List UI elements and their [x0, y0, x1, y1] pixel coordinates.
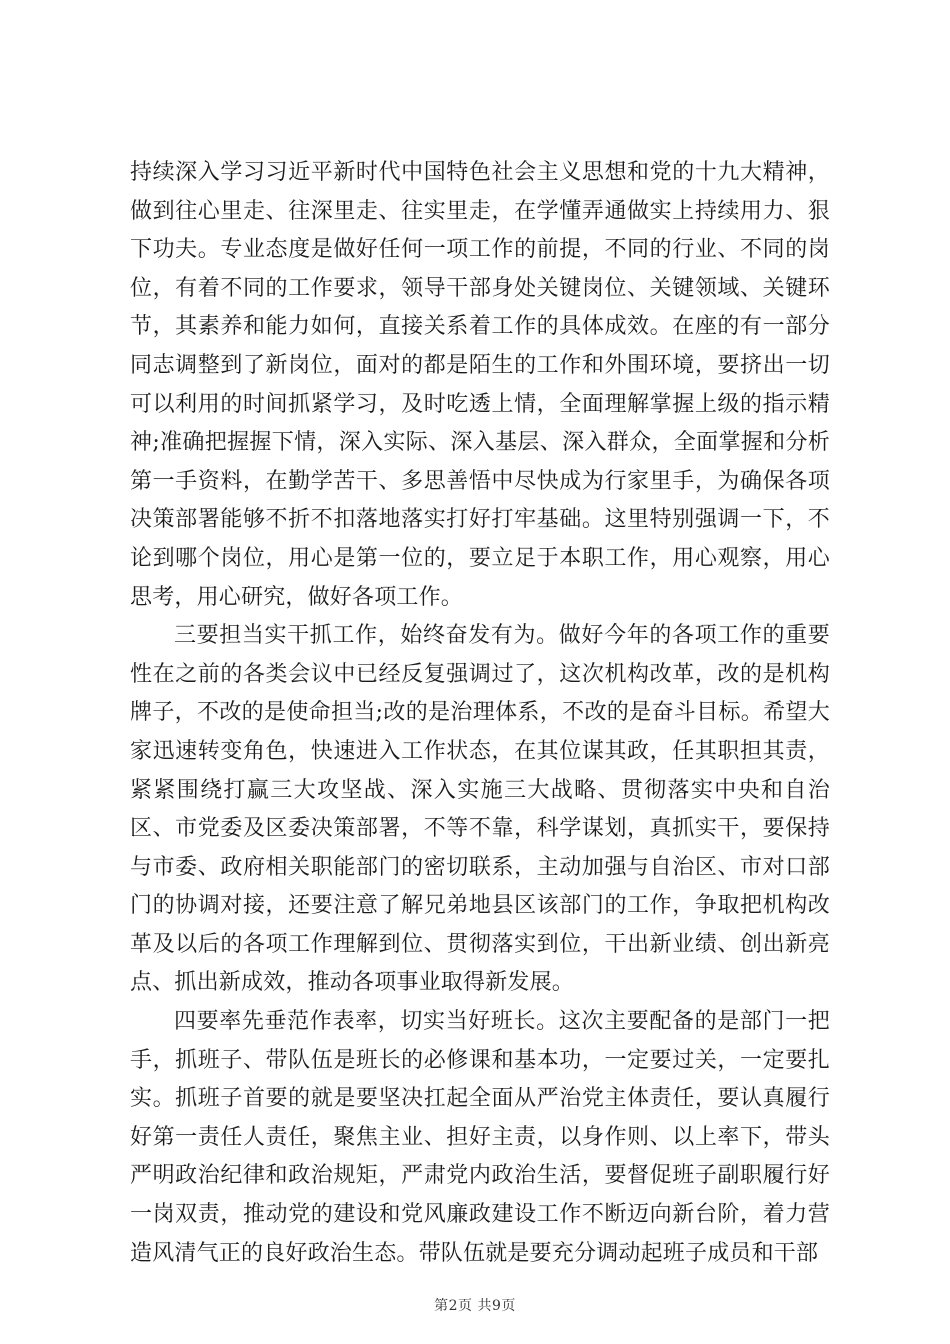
document-body — [130, 154, 830, 1273]
paragraph-item-three: 三要担当实干抓工作，始终奋发有为。做好今年的各项工作的重要性在之前的各类会议中已经反复强调过了，这次机构改革，改的是机构牌子，不改的是使命担当;改的是治理体系，不改的是奋斗目标。希望大家迅速转变角色，快速进入工作状态，在其位谋其政，任其职担其责，紧紧围绕打赢三大攻坚战、深入实施三大战略、贯彻落实中央和自治区、市党委及区委决策部署，不等不靠，科学谋划，真抓实干，要保持与市委、政府相关职能部门的密切联系，主动加强与自治区、市对口部门的协调对接，还要注意了解兄弟地县区该部门的工作，争取把机构改革及以后的各项工作理解到位、贯彻落实到位，干出新业绩、创出新亮点、抓出新成效，推动各项事业取得新发展。 — [130, 623, 830, 996]
paragraph-item-four: 四要率先垂范作表率，切实当好班长。这次主要配备的是部门一把手，抓班子、带队伍是班长的必修课和基本功，一定要过关，一定要扎实。抓班子首要的就是要坚决扛起全面从严治党主体责任，要认真履行好第一责任人责任，聚焦主业、担好主责，以身作则、以上率下，带头严明政治纪律和政治规矩，严肃党内政治生活，要督促班子副职履行好一岗双责，推动党的建设和党风廉政建设工作不断迈向新台阶，着力营造风清气正的良好政治生态。带队伍就是要充分调动起班子成员和干部 — [130, 1009, 830, 1266]
paragraph-continuation: 持续深入学习习近平新时代中国特色社会主义思想和党的十九大精神，做到往心里走、往深里走、往实里走，在学懂弄通做实上持续用力、狠下功夫。专业态度是做好任何一项工作的前提，不同的行业、不同的岗位，有着不同的工作要求，领导干部身处关键岗位、关键领域、关键环节，其素养和能力如何，直接关系着工作的具体成效。在座的有一部分同志调整到了新岗位，面对的都是陌生的工作和外围环境，要挤出一切可以利用的时间抓紧学习，及时吃透上情，全面理解掌握上级的指示精神;准确把握握下情，深入实际、深入基层、深入群众，全面掌握和分析第一手资料，在勤学苦干、多思善悟中尽快成为行家里手，为确保各项决策部署能够不折不扣落地落实打好打牢基础。这里特别强调一下，不论到哪个岗位，用心是第一位的，要立足于本职工作，用心观察，用心思考，用心研究，做好各项工作。 — [130, 160, 830, 610]
page-number-footer: 第2页 共9页 — [434, 1298, 516, 1314]
